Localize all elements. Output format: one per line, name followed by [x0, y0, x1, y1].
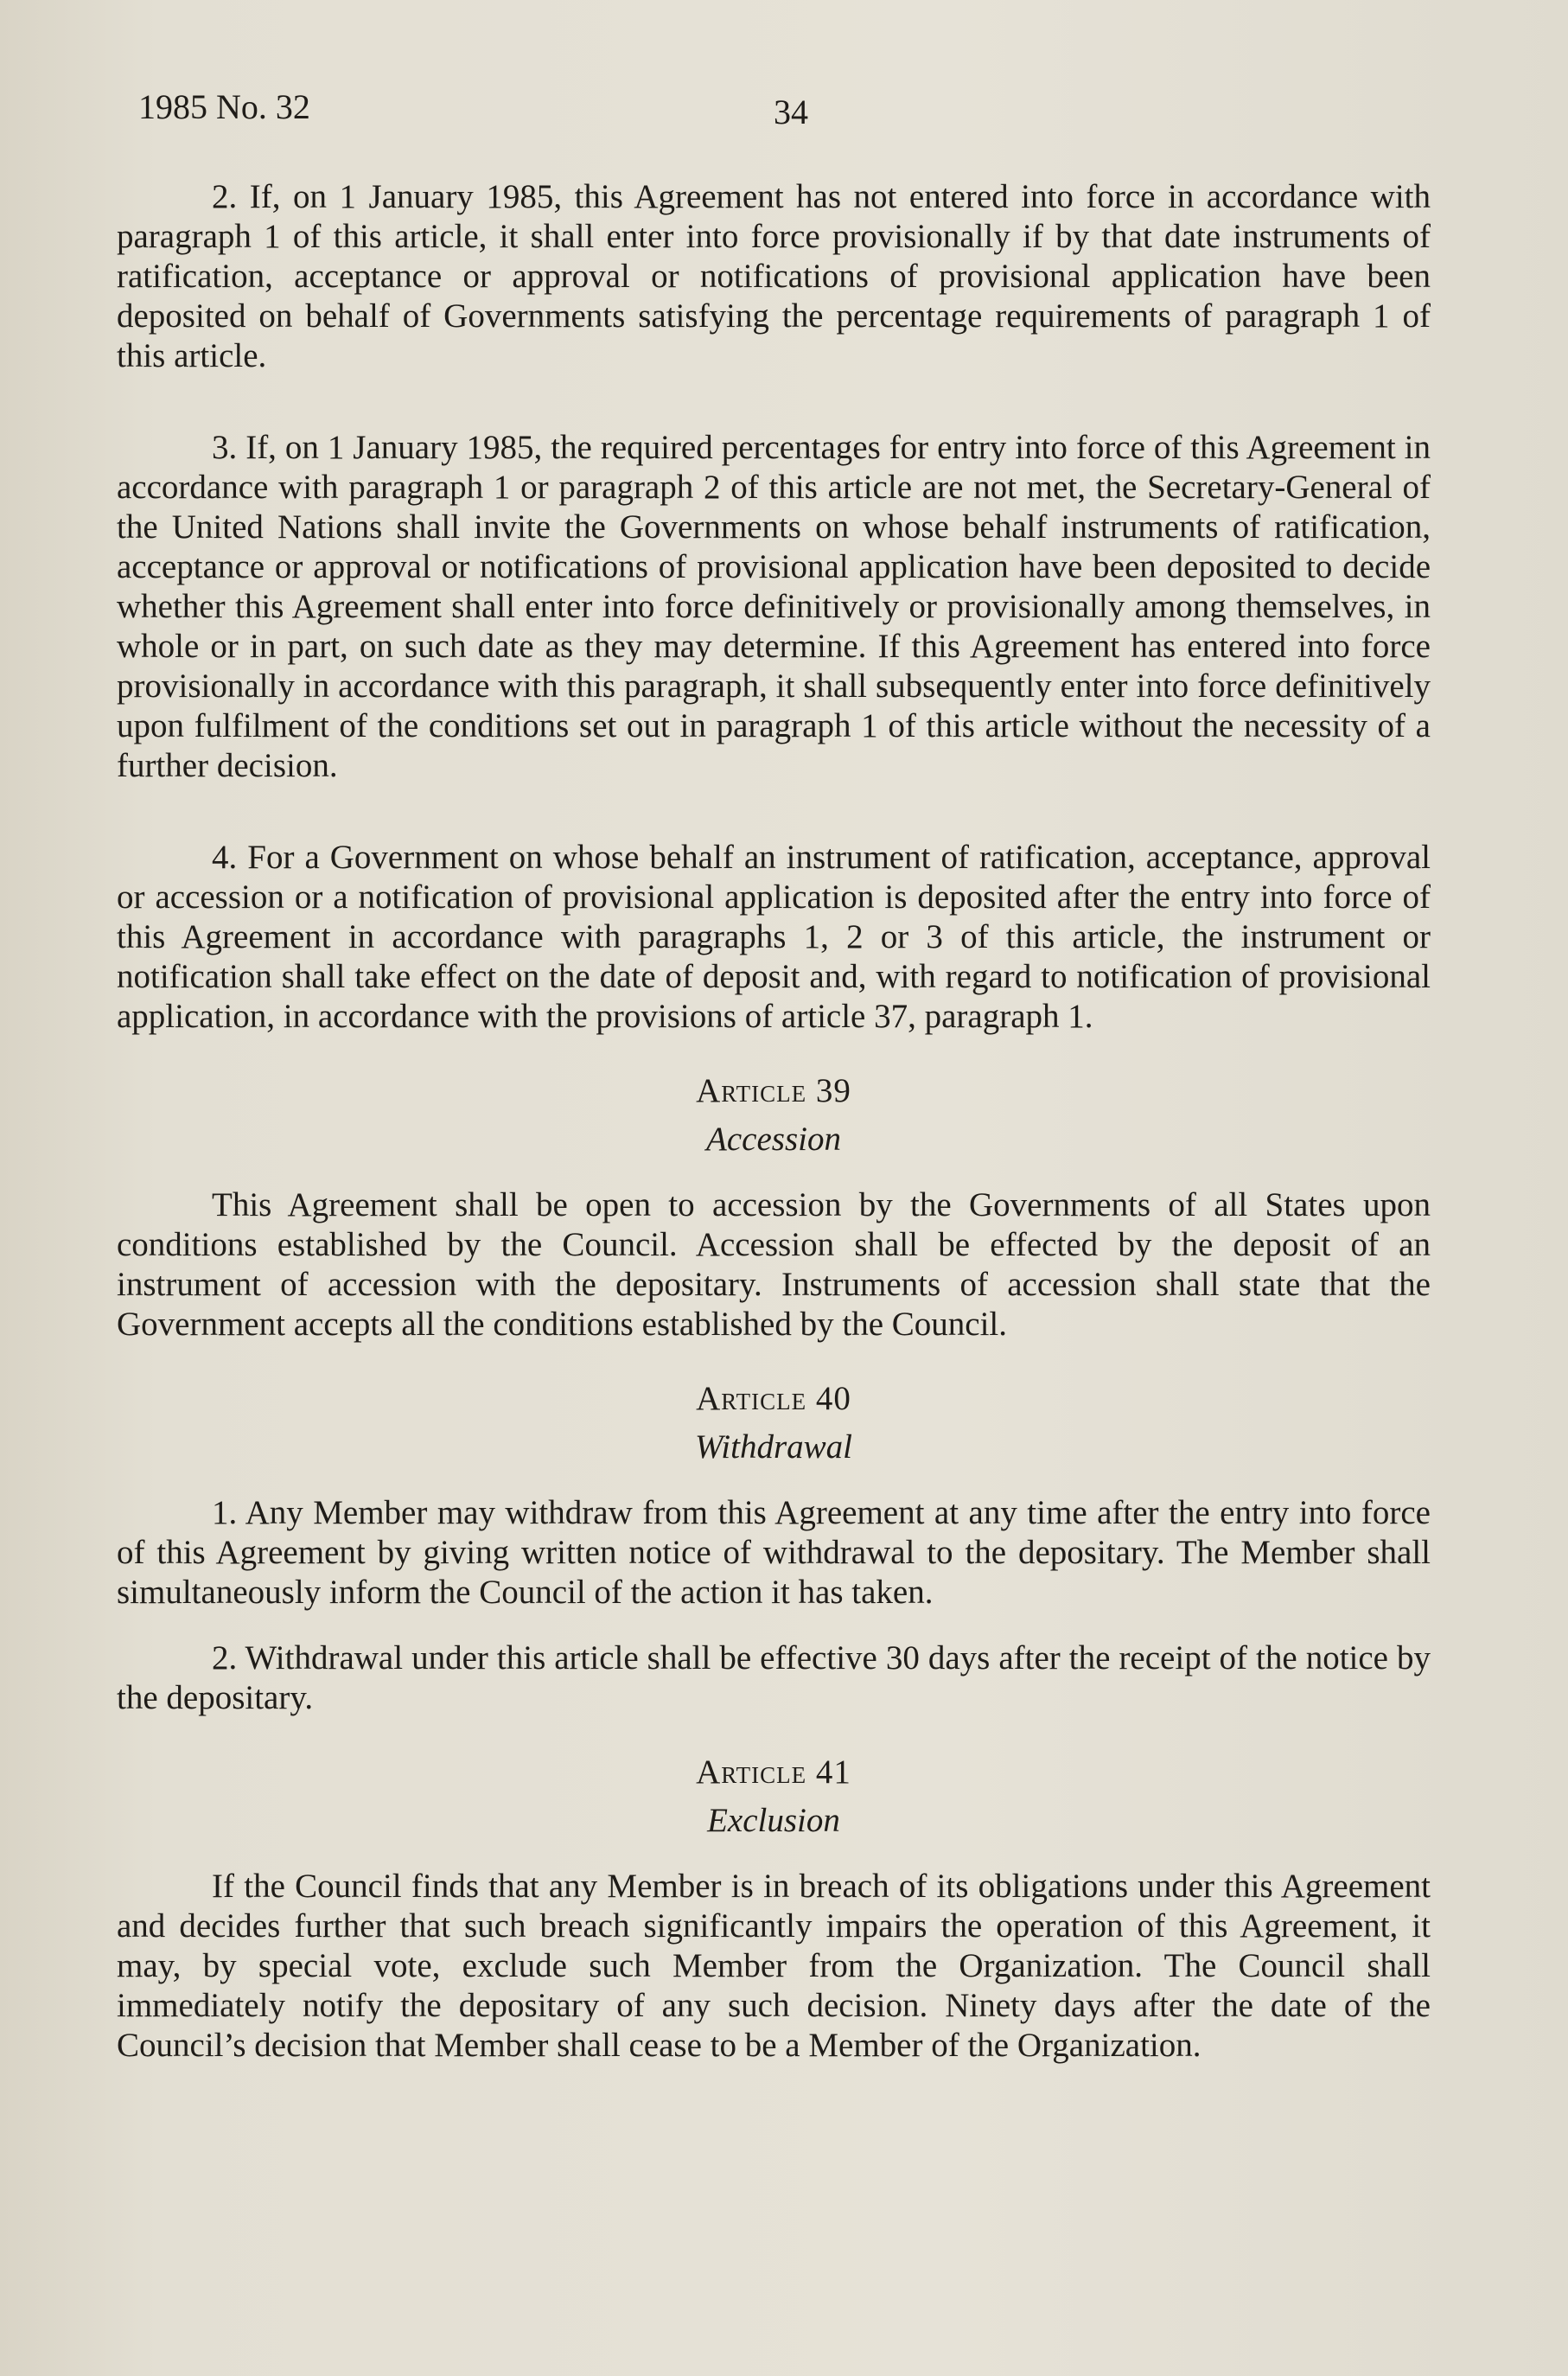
page-header: [138, 80, 1435, 131]
article-41-title: Exclusion: [707, 1802, 840, 1839]
article-39-heading: Article 39: [696, 1072, 851, 1109]
article-40-paragraph-1: 1. Any Member may withdraw from this Agreement at any time after the entry into force of this Agreement by giving written notice of withdrawal to the depositary. The Member shall simultaneously inform the Council of the action it has taken.: [117, 1494, 1431, 1611]
paragraph-3: 3. If, on 1 January 1985, the required percentages for entry into force of this Agreement in accordance with paragraph 1 or paragraph 2 of this article are not met, the Secretary-General of the United Nations shall invite the Governments on whose behalf instruments of ratification, acceptance or approval or notifications of provisional application have been deposited to decide whether this Agreement shall enter into force definitively or provisionally among themselves, in whole or in part, on such date as they may determine. If this Agreement has entered into force provisionally in accordance with this paragraph, it shall subsequently enter into force definitively upon fulfilment of the conditions set out in paragraph 1 of this article without the necessity of a further decision.: [117, 429, 1431, 784]
document-body: [117, 177, 1431, 2066]
page-number: 34: [774, 93, 808, 131]
article-39-title: Accession: [706, 1121, 841, 1158]
article-40-title: Withdrawal: [694, 1428, 853, 1466]
law-reference: 1985 No. 32: [138, 87, 310, 126]
article-40-paragraph-2: 2. Withdrawal under this article shall be effective 30 days after the receipt of the notice by the depositary.: [117, 1639, 1431, 1716]
article-41-heading: Article 41: [696, 1753, 851, 1791]
article-41-paragraph: If the Council finds that any Member is in breach of its obligations under this Agreement and decides further that such breach significantly impairs the operation of this Agreement, it may, by special vote, exclude such Member from the Organization. The Council shall immediately notify the depositary of any such decision. Ninety days after the date of the Council’s decision that Member shall cease to be a Member of the Organization.: [117, 1868, 1431, 2064]
paragraph-4: 4. For a Government on whose behalf an instrument of ratification, acceptance, approval or accession or a notification of provisional application is deposited after the entry into force of this Agreement in accordance with paragraphs 1, 2 or 3 of this article, the instrument or notification shall take effect on the date of deposit and, with regard to notification of provisional application, in accordance with the provisions of article 37, paragraph 1.: [117, 839, 1431, 1035]
article-40-heading: Article 40: [696, 1380, 851, 1417]
article-39-paragraph: This Agreement shall be open to accession by the Governments of all States upon conditions established by the Council. Accession shall be effected by the deposit of an instrument of accession with the depositary. Instruments of accession shall state that the Government accepts all the conditions established by the Council.: [117, 1186, 1431, 1343]
paragraph-2: 2. If, on 1 January 1985, this Agreement has not entered into force in accordance with paragraph 1 of this article, it shall enter into force provisionally if by that date instruments of ratification, acceptance or approval or notifications of provisional application have been deposited on behalf of Governments satisfying the percentage requirements of paragraph 1 of this article.: [117, 178, 1431, 374]
